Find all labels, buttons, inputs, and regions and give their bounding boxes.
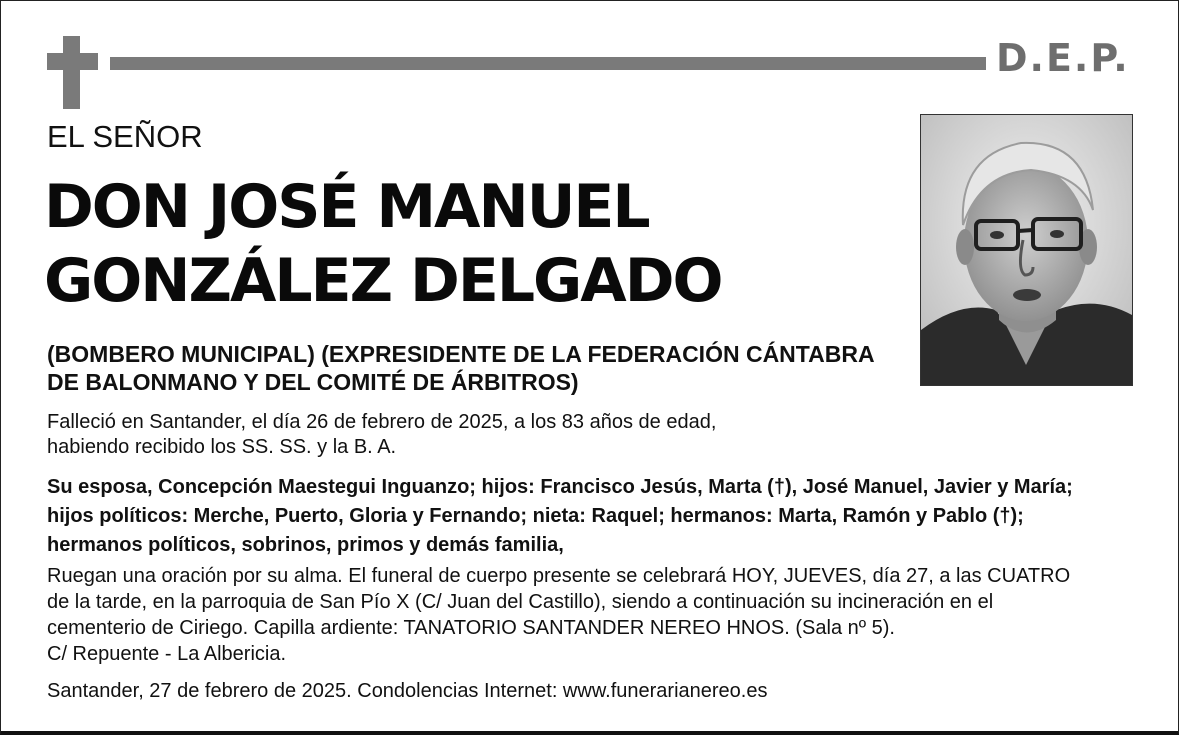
name-line: DON JOSÉ MANUEL <box>44 172 649 242</box>
funeral-line: cementerio de Ciriego. Capilla ardiente: TANATORIO SANTANDER NEREO HNOS. (Sala nº 5). <box>47 617 895 639</box>
cross-icon-vertical <box>63 36 80 109</box>
titles-line: DE BALONMANO Y DEL COMITÉ DE ÁRBITROS) <box>47 369 579 395</box>
intro-label: EL SEÑOR <box>47 119 203 154</box>
name-line: GONZÁLEZ DELGADO <box>44 246 722 316</box>
family-line: hermanos políticos, sobrinos, primos y demás familia, <box>47 534 564 556</box>
titles-line: (BOMBERO MUNICIPAL) (EXPRESIDENTE DE LA FEDERACIÓN CÁNTABRA <box>47 341 875 367</box>
family-line: hijos políticos: Merche, Puerto, Gloria y Fernando; nieta: Raquel; hermanos: Marta, Ramón y Pablo (†); <box>47 505 1024 527</box>
deceased-name <box>44 170 904 318</box>
dep-heading: D.E.P. <box>996 36 1130 80</box>
death-notice <box>47 410 716 460</box>
funeral-line: de la tarde, en la parroquia de San Pío X (C/ Juan del Castillo), siendo a continuación su incineración en el <box>47 591 994 613</box>
death-line: habiendo recibido los SS. SS. y la B. A. <box>47 436 397 458</box>
family-line: Su esposa, Concepción Maestegui Inguanzo; hijos: Francisco Jesús, Marta (†), José Manuel, Javier y María; <box>47 476 1073 498</box>
cross-icon-horizontal <box>47 53 98 70</box>
death-line: Falleció en Santander, el día 26 de febrero de 2025, a los 83 años de edad, <box>47 411 717 433</box>
family-list <box>47 473 1073 560</box>
deceased-titles <box>47 340 907 396</box>
funeral-line: Ruegan una oración por su alma. El funeral de cuerpo presente se celebrará HOY, JUEVES, día 27, a las CUATRO <box>47 565 1071 587</box>
portrait-photo <box>920 114 1133 386</box>
footer-condolences: Santander, 27 de febrero de 2025. Condolencias Internet: www.funerarianereo.es <box>47 680 768 702</box>
funeral-line: C/ Repuente - La Albericia. <box>47 643 287 665</box>
header-rule <box>110 57 986 70</box>
funeral-details <box>47 563 1070 667</box>
